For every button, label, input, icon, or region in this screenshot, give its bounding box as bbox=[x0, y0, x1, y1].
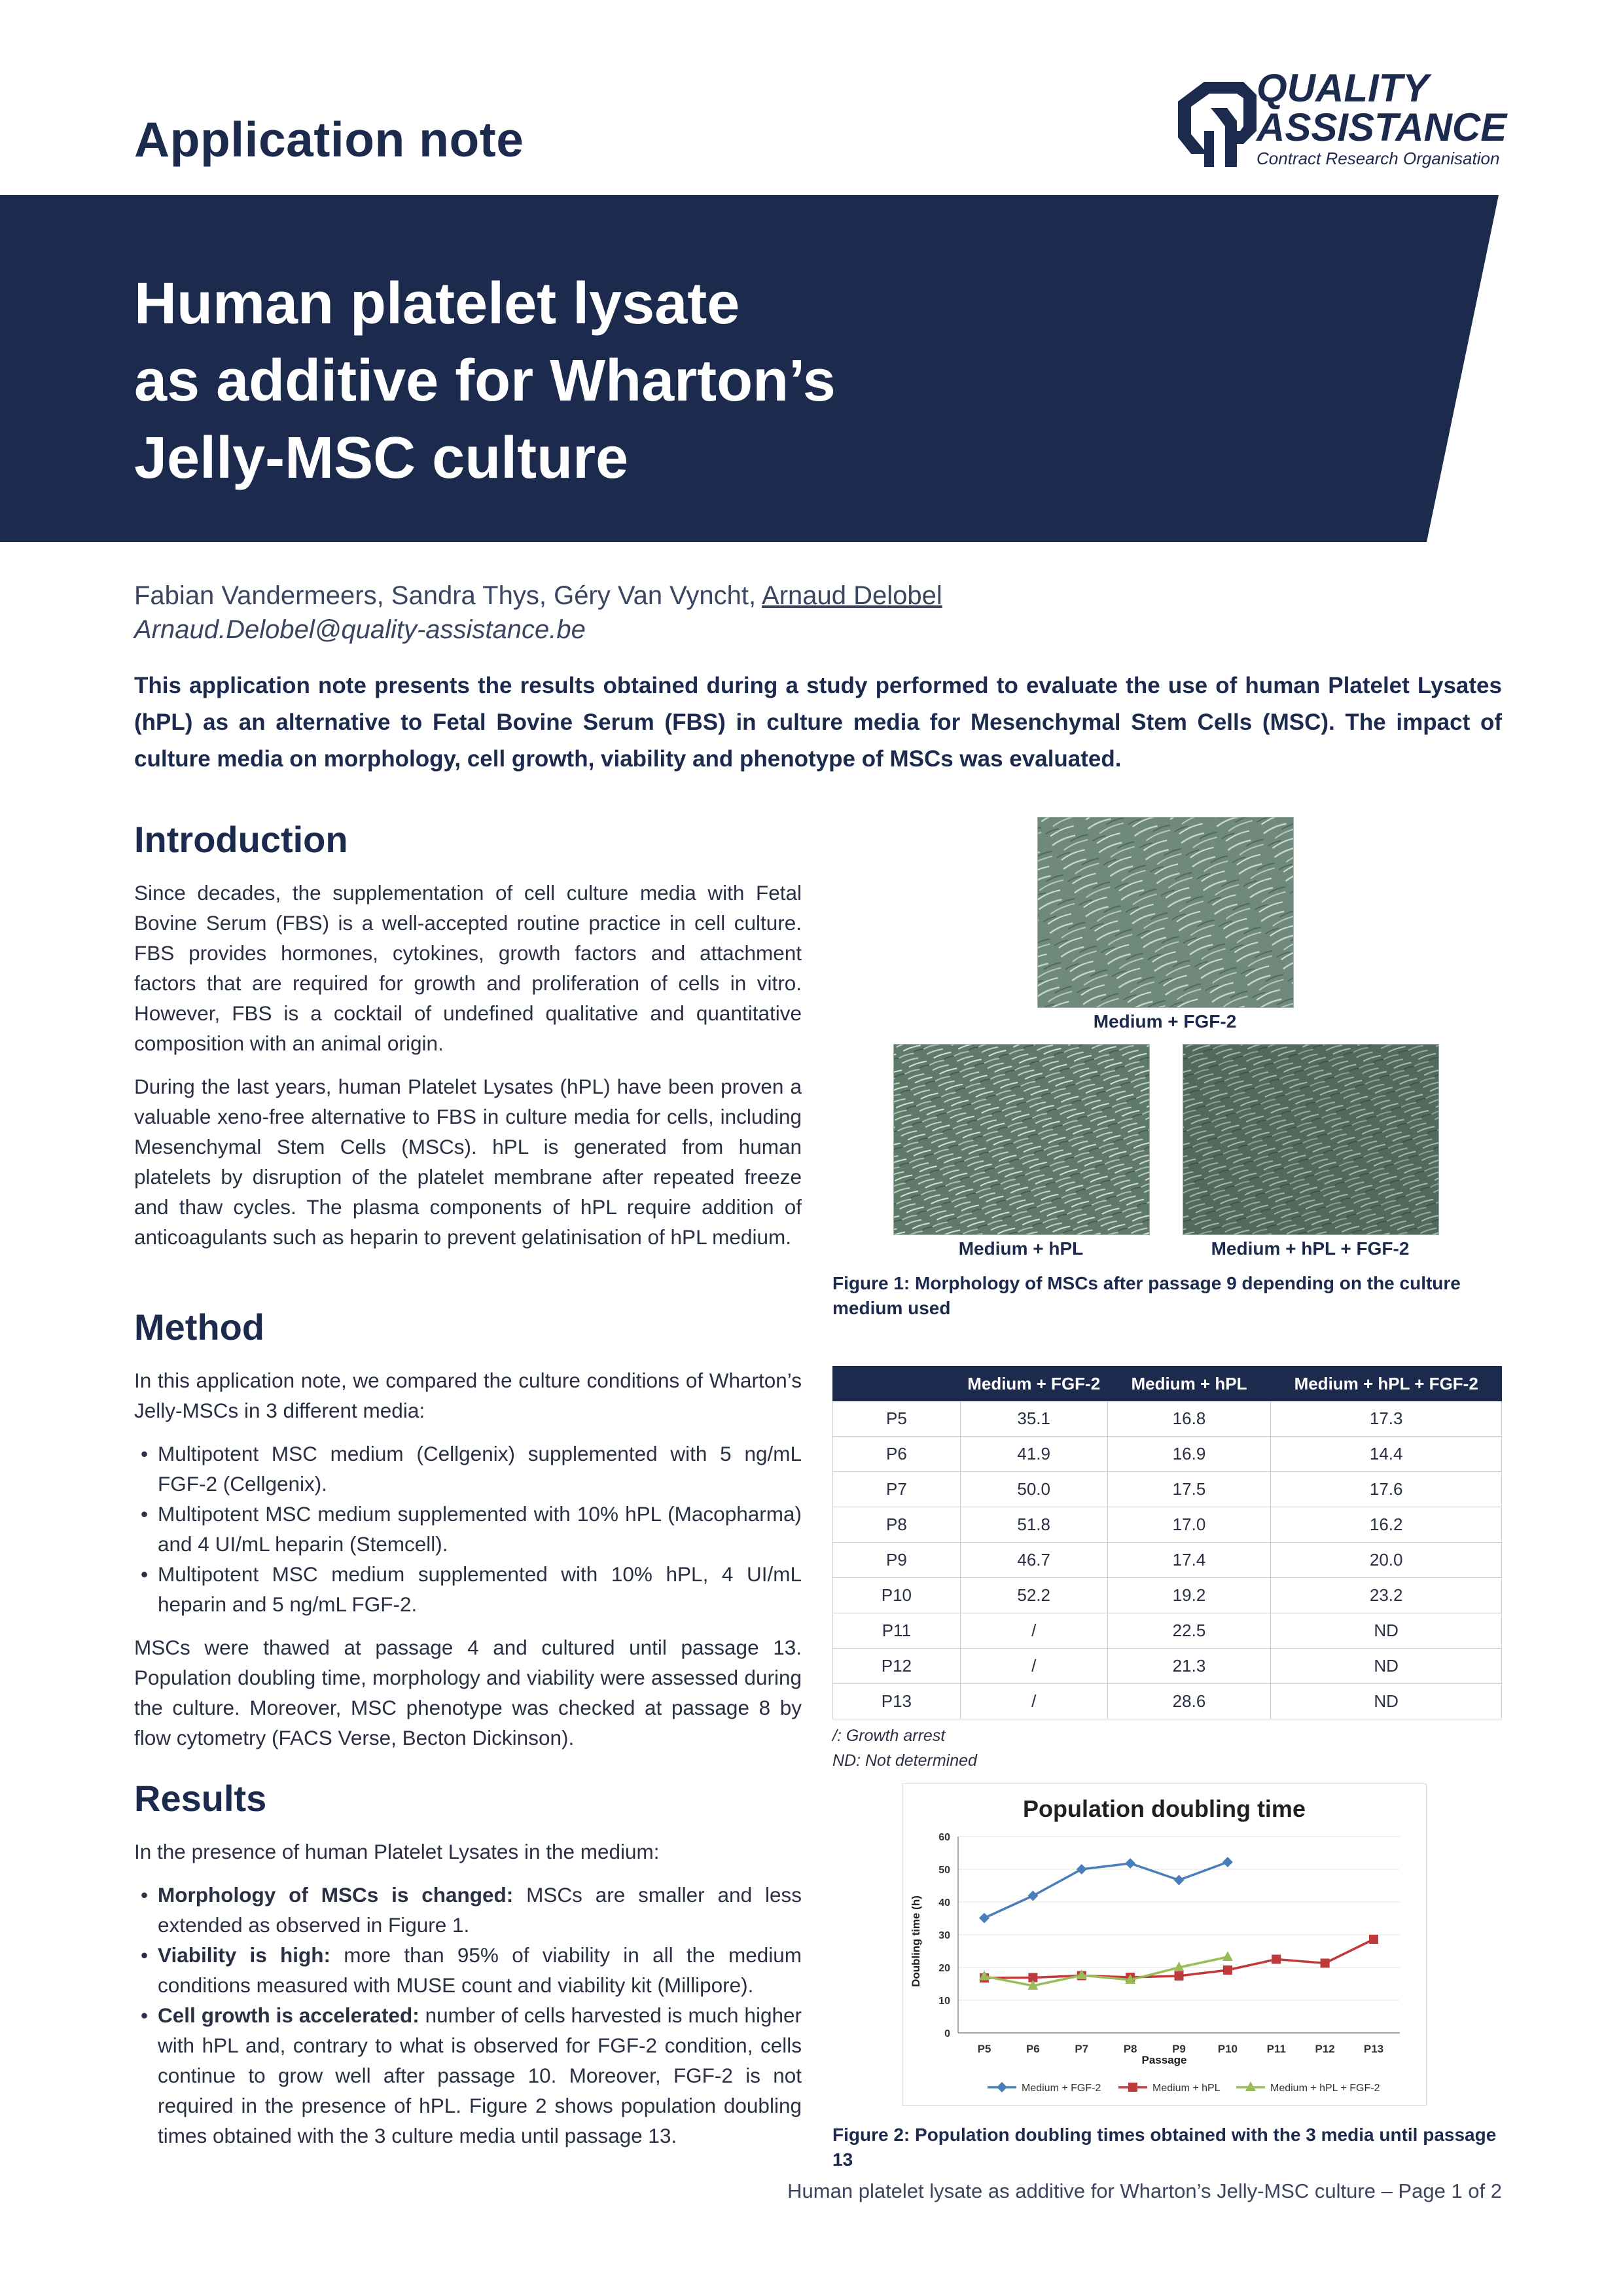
table-note-growth-arrest: /: Growth arrest bbox=[832, 1727, 946, 1745]
chart-y-axis-label: Doubling time (h) bbox=[910, 1895, 922, 1987]
results-section bbox=[134, 1777, 802, 2164]
table-cell: P10 bbox=[833, 1578, 961, 1613]
bullet-text: number of cells harvested is much higher with hPL and, contrary to what is observed for FGF-2 condition, cells continue to grow well after passage 10. Moreover, FGF-2 is not required in the presence of hPL. Figure 2 shows population doubling times obtained with the 3 culture media until passage 13. bbox=[158, 2003, 802, 2147]
bullet-text: more than 95% of viability in all the medium conditions measured with MUSE count and viability kit (Millipore). bbox=[158, 1943, 802, 1997]
corresponding-author-link[interactable]: Arnaud Delobel bbox=[762, 581, 942, 610]
table-body bbox=[833, 1401, 1502, 1719]
chart-x-tick-label: P7 bbox=[1075, 2043, 1089, 2055]
table-cell: 51.8 bbox=[960, 1507, 1107, 1543]
chart-y-tick-label: 50 bbox=[938, 1865, 950, 1876]
chart-x-tick-label: P12 bbox=[1315, 2043, 1335, 2055]
chart-point bbox=[1222, 1951, 1233, 1961]
table-header-row bbox=[833, 1367, 1502, 1401]
table-cell: 17.5 bbox=[1107, 1472, 1271, 1507]
method-section bbox=[134, 1306, 802, 1766]
logo-text-quality: QUALITY bbox=[1257, 66, 1429, 110]
page-footer: Human platelet lysate as additive for Wharton’s Jelly-MSC culture – Page 1 of 2 bbox=[787, 2179, 1502, 2202]
bullet-lead: Morphology of MSCs is changed: bbox=[158, 1883, 514, 1907]
table-cell: P9 bbox=[833, 1543, 961, 1578]
method-heading: Method bbox=[134, 1306, 265, 1348]
table-header-cell: Medium + hPL + FGF-2 bbox=[1271, 1367, 1502, 1401]
method-media-list bbox=[134, 1439, 802, 1619]
chart-point bbox=[1174, 1875, 1185, 1886]
table-cell: / bbox=[960, 1684, 1107, 1719]
legend-label: Medium + FGF-2 bbox=[1022, 2083, 1101, 2094]
table-cell: 17.0 bbox=[1107, 1507, 1271, 1543]
title-line-1: Human platelet lysate bbox=[134, 271, 740, 336]
chart-point bbox=[1125, 1858, 1135, 1869]
legend-label: Medium + hPL bbox=[1152, 2083, 1221, 2094]
list-item: • Multipotent MSC medium supplemented with 10% hPL (Macopharma) and 4 UI/mL heparin (Stemcell). bbox=[134, 1499, 802, 1559]
table-cell: 19.2 bbox=[1107, 1578, 1271, 1613]
table-cell: P6 bbox=[833, 1437, 961, 1472]
list-item bbox=[134, 2000, 802, 2151]
table-row bbox=[833, 1649, 1502, 1684]
table-cell: 14.4 bbox=[1271, 1437, 1502, 1472]
chart-point bbox=[1077, 1864, 1087, 1874]
chart-point bbox=[1321, 1959, 1330, 1968]
chart-x-tick-label: P5 bbox=[977, 2043, 991, 2055]
bullet-text: MSCs are smaller and less extended as observed in Figure 1. bbox=[158, 1883, 802, 1937]
document-type-heading: Application note bbox=[134, 112, 524, 167]
introduction-paragraph: Since decades, the supplementation of cell culture media with Fetal Bovine Serum (FBS) is a well-accepted routine practice in cell culture. FBS provides hormones, cytokines, growth factors and attachment factors that are required for growth and proliferation of cells in vitro. However, FBS is a cocktail of undefined qualitative and quantitative composition with an animal origin. bbox=[134, 881, 802, 1055]
chart-series-0 bbox=[979, 1857, 1233, 1924]
table-row bbox=[833, 1684, 1502, 1719]
chart-y-tick-label: 40 bbox=[938, 1897, 950, 1909]
chart-y-tick-label: 10 bbox=[938, 1996, 950, 2007]
authors bbox=[134, 581, 942, 611]
chart-y-tick-label: 20 bbox=[938, 1963, 950, 1974]
table-cell: / bbox=[960, 1649, 1107, 1684]
chart-x-tick-label: P10 bbox=[1217, 2043, 1238, 2055]
doubling-time-table bbox=[832, 1366, 1502, 1719]
table-cell: 50.0 bbox=[960, 1472, 1107, 1507]
introduction-section bbox=[134, 818, 802, 1265]
table-cell: 20.0 bbox=[1271, 1543, 1502, 1578]
table-cell: 16.9 bbox=[1107, 1437, 1271, 1472]
chart-point bbox=[1369, 1935, 1378, 1944]
population-doubling-chart bbox=[902, 1784, 1427, 2106]
chart-series-line bbox=[984, 1957, 1228, 1986]
bullet-lead: Viability is high: bbox=[158, 1943, 330, 1967]
logo-text-assistance: ASSISTANCE bbox=[1257, 105, 1507, 149]
document-title bbox=[134, 265, 1050, 497]
table-header-cell bbox=[833, 1367, 961, 1401]
table-cell: 16.8 bbox=[1107, 1401, 1271, 1437]
table-cell: 16.2 bbox=[1271, 1507, 1502, 1543]
list-item: • Multipotent MSC medium (Cellgenix) supplemented with 5 ng/mL FGF-2 (Cellgenix). bbox=[134, 1439, 802, 1499]
table-cell: 52.2 bbox=[960, 1578, 1107, 1613]
table-cell: 21.3 bbox=[1107, 1649, 1271, 1684]
chart-x-tick-label: P9 bbox=[1172, 2043, 1186, 2055]
table-cell: P5 bbox=[833, 1401, 961, 1437]
table-row bbox=[833, 1613, 1502, 1649]
chart-title: Population doubling time bbox=[1023, 1795, 1306, 1822]
table-cell: 35.1 bbox=[960, 1401, 1107, 1437]
table-row bbox=[833, 1437, 1502, 1472]
chart-y-tick-label: 60 bbox=[938, 1832, 950, 1843]
table-header-cell: Medium + hPL bbox=[1107, 1367, 1271, 1401]
chart-point bbox=[1175, 1971, 1184, 1981]
logo-tagline: Contract Research Organisation bbox=[1257, 149, 1500, 168]
table-row bbox=[833, 1578, 1502, 1613]
title-line-3: Jelly-MSC culture bbox=[134, 425, 629, 491]
table-cell: 17.6 bbox=[1271, 1472, 1502, 1507]
list-item bbox=[134, 1940, 802, 2000]
table-header-cell: Medium + FGF-2 bbox=[960, 1367, 1107, 1401]
legend-label: Medium + hPL + FGF-2 bbox=[1270, 2083, 1380, 2094]
table-cell: ND bbox=[1271, 1649, 1502, 1684]
table-cell: P8 bbox=[833, 1507, 961, 1543]
chart-series-line bbox=[984, 1862, 1228, 1918]
micrograph-hpl-fgf2 bbox=[1183, 1044, 1439, 1235]
chart-point bbox=[1027, 1891, 1038, 1901]
results-paragraph: In the presence of human Platelet Lysates in the medium: bbox=[134, 1840, 660, 1863]
micrograph-label: Medium + FGF-2 bbox=[1093, 1011, 1237, 1031]
author-email[interactable]: Arnaud.Delobel@quality-assistance.be bbox=[134, 615, 586, 644]
introduction-heading: Introduction bbox=[134, 819, 348, 860]
table-row bbox=[833, 1472, 1502, 1507]
results-list bbox=[134, 1880, 802, 2151]
table-cell: 17.4 bbox=[1107, 1543, 1271, 1578]
table-cell: P11 bbox=[833, 1613, 961, 1649]
micrograph-fgf2 bbox=[1037, 817, 1294, 1008]
chart-series-2 bbox=[979, 1951, 1233, 1990]
figure-2-caption: Figure 2: Population doubling times obtained with the 3 media until passage 13 bbox=[832, 2125, 1497, 2170]
list-item: • Multipotent MSC medium supplemented with 10% hPL, 4 UI/mL heparin and 5 ng/mL FGF-2. bbox=[134, 1559, 802, 1619]
chart-x-tick-label: P6 bbox=[1026, 2043, 1040, 2055]
micrograph-hpl bbox=[893, 1044, 1150, 1235]
table-cell: P12 bbox=[833, 1649, 961, 1684]
chart-point bbox=[1272, 1955, 1281, 1964]
table-cell: 46.7 bbox=[960, 1543, 1107, 1578]
table-cell: ND bbox=[1271, 1613, 1502, 1649]
legend-marker bbox=[1128, 2083, 1137, 2092]
chart-x-tick-label: P8 bbox=[1123, 2043, 1137, 2055]
table-cell: 28.6 bbox=[1107, 1684, 1271, 1719]
table-cell: 41.9 bbox=[960, 1437, 1107, 1472]
title-line-2: as additive for Wharton’s bbox=[134, 348, 836, 414]
chart-x-axis-label: Passage bbox=[1141, 2054, 1187, 2066]
table-row bbox=[833, 1401, 1502, 1437]
method-paragraph: In this application note, we compared the culture conditions of Wharton’s Jelly-MSCs in 3 different media: bbox=[134, 1369, 802, 1422]
method-paragraph: MSCs were thawed at passage 4 and cultured until passage 13. Population doubling time, morphology and viability were assessed during the culture. Moreover, MSC phenotype was checked at passage 8 by flow cytometry (FACS Verse, Becton Dickinson). bbox=[134, 1636, 802, 1749]
figure-1-caption: Figure 1: Morphology of MSCs after passage 9 depending on the culture medium used bbox=[832, 1273, 1461, 1318]
micrograph-label: Medium + hPL bbox=[958, 1238, 1084, 1259]
table-note-not-determined: ND: Not determined bbox=[832, 1751, 977, 1770]
table-row bbox=[833, 1507, 1502, 1543]
table-cell: P13 bbox=[833, 1684, 961, 1719]
table-cell: P7 bbox=[833, 1472, 961, 1507]
introduction-body bbox=[134, 878, 802, 1252]
method-body bbox=[134, 1365, 802, 1753]
author-list: Fabian Vandermeers, Sandra Thys, Géry Van Vyncht, bbox=[134, 581, 762, 610]
bullet-lead: Cell growth is accelerated: bbox=[158, 2003, 419, 2027]
introduction-paragraph: During the last years, human Platelet Lysates (hPL) have been proven a valuable xeno-free alternative to FBS in culture media for cells, including Mesenchymal Stem Cells (MSCs). hPL is generated from human platelets by disruption of the platelet membrane after repeated freeze and thaw cycles. The plasma components of hPL require addition of anticoagulants such as heparin to prevent gelatinisation of hPL medium. bbox=[134, 1075, 802, 1249]
table-cell: / bbox=[960, 1613, 1107, 1649]
chart-y-tick-label: 0 bbox=[944, 2028, 950, 2039]
results-body bbox=[134, 1837, 802, 2151]
table-cell: 17.3 bbox=[1271, 1401, 1502, 1437]
micrograph-label: Medium + hPL + FGF-2 bbox=[1211, 1238, 1410, 1259]
chart-point bbox=[1222, 1857, 1233, 1867]
table-cell: 22.5 bbox=[1107, 1613, 1271, 1649]
list-item bbox=[134, 1880, 802, 1940]
table-cell: 23.2 bbox=[1271, 1578, 1502, 1613]
chart-x-tick-label: P13 bbox=[1363, 2043, 1384, 2055]
chart-point bbox=[979, 1913, 990, 1924]
results-heading: Results bbox=[134, 1778, 267, 1819]
legend-marker bbox=[997, 2082, 1007, 2092]
abstract: This application note presents the results obtained during a study performed to evaluate the use of human Platelet Lysates (hPL) as an alternative to Fetal Bovine Serum (FBS) in culture media for Mesenchymal Stem Cells (MSC). The impact of culture media on morphology, cell growth, viability and phenotype of MSCs was evaluated. bbox=[134, 673, 1502, 772]
chart-x-tick-label: P11 bbox=[1266, 2043, 1286, 2055]
chart-point bbox=[1223, 1965, 1232, 1975]
table-row bbox=[833, 1543, 1502, 1578]
chart-y-tick-label: 30 bbox=[938, 1930, 950, 1941]
table-cell: ND bbox=[1271, 1684, 1502, 1719]
chart-series-1 bbox=[980, 1935, 1378, 1982]
